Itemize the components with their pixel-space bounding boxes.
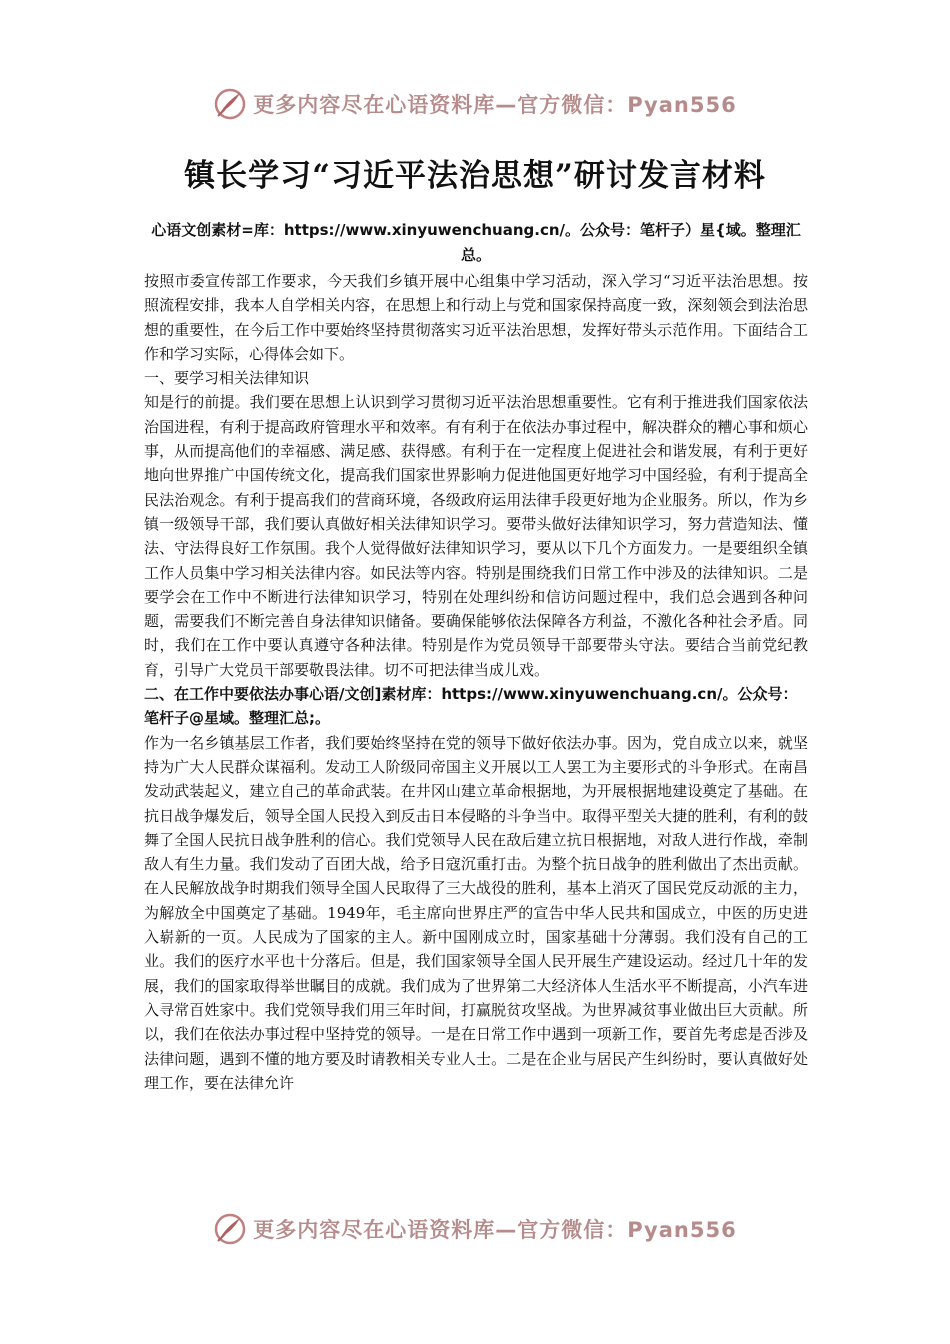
- section2-paragraph: 作为一名乡镇基层工作者，我们要始终坚持在党的领导下做好依法办事。因为，党自成立以来，就坚持为广大人民群众谋福利。发动工人阶级同帝国主义开展以工人罢工为主要形式的斗争形式。在南昌发动武装起义，建立自己的革命武装。在井冈山建立革命根据地，为开展根据地建设奠定了基础。在抗日战争爆发后，领导全国人民投入到反击日本侵略的斗争当中。取得平型关大捷的胜利，有利的鼓舞了全国人民抗日战争胜利的信心。我们党领导人民在敌后建立抗日根据地，对敌人进行作战，牵制敌人有生力量。我们发动了百团大战，给予日寇沉重打击。为整个抗日战争的胜利做出了杰出贡献。在人民解放战争时期我们领导全国人民取得了三大战役的胜利，基本上消灭了国民党反动派的主力，为解放全中国奠定了基础。1949年，毛主席向世界庄严的宣告中华人民共和国成立，中医的历史进入崭新的一页。人民成为了国家的主人。新中国刚成立时，国家基础十分薄弱。我们没有自己的工业。我们的医疗水平也十分落后。但是，我们国家领导全国人民开展生产建设运动。经过几十年的发展，我们的国家取得举世瞩目的成就。我们成为了世界第二大经济体人生活水平不断提高，小汽车进入寻常百姓家中。我们党领导我们用三年时间，打赢脱贫攻坚战。为世界减贫事业做出巨大贡献。所以，我们在依法办事过程中坚持党的领导。一是在日常工作中遇到一项新工作，要首先考虑是否涉及法律问题，遇到不懂的地方要及时请教相关专业人士。二是在企业与居民产生纠纷时，要认真做好处理工作，要在法律允许: [144, 733, 808, 1092]
- banner-text: 更多内容尽在心语资料库—官方微信：Pyan556: [253, 93, 737, 117]
- document-body: [144, 218, 808, 1095]
- intro-paragraph: 按照市委宣传部工作要求，今天我们乡镇开展中心组集中学习活动，深入学习“习近平法治思想。按照流程安排，我本人自学相关内容，在思想上和行动上与党和国家保持高度一致，深刻领会到法治思想的重要性，在今后工作中要始终坚持贯彻落实习近平法治思想，发挥好带头示范作用。下面结合工作和学习实际，心得体会如下。: [144, 272, 808, 363]
- quill-pen-logo-icon: [213, 87, 247, 121]
- source-note: 心语文创素材=库：https://www.xinyuwenchuang.cn/。公众号：笔杆子）星{域。整理汇总。: [151, 221, 801, 264]
- section1-heading: 一、要学习相关法律知识: [144, 369, 310, 388]
- section2-heading: 二、在工作中要依法办事心语/文创]素材库：https://www.xinyuwenchuang.cn/。公众号：笔杆子@星域。整理汇总;。: [144, 685, 798, 728]
- quill-pen-logo-icon: [213, 1212, 247, 1246]
- banner-text: 更多内容尽在心语资料库—官方微信：Pyan556: [253, 1218, 737, 1242]
- header-banner: [0, 84, 950, 124]
- section1-paragraph: 知是行的前提。我们要在思想上认识到学习贯彻习近平法治思想重要性。它有利于推进我们国家依法治国进程，有利于提高政府管理水平和效率。有有利于在依法办事过程中，解决群众的糟心事和烦心事，从而提高他们的幸福感、满足感、获得感。有利于在一定程度上促进社会和谐发展，有利于更好地向世界推广中国传统文化，提高我们国家世界影响力促进他国更好地学习中国经验，有利于提高全民法治观念。有利于提高我们的营商环境，各级政府运用法律手段更好地为企业服务。所以，作为乡镇一级领导干部，我们要认真做好相关法律知识学习。要带头做好法律知识学习，努力营造知法、懂法、守法得良好工作氛围。我个人觉得做好法律知识学习，要从以下几个方面发力。一是要组织全镇工作人员集中学习相关法律内容。如民法等内容。特别是围绕我们日常工作中涉及的法律知识。二是要学会在工作中不断进行法律知识学习，特别在处理纠纷和信访问题过程中，我们总会遇到各种问题，需要我们不断完善自身法律知识储备。要确保能够依法保障各方利益，不激化各种社会矛盾。同时，我们在工作中要认真遵守各种法律。特别是作为党员领导干部要带头守法。要结合当前党纪教育，引导广大党员干部要敬畏法律。切不可把法律当成儿戏。: [144, 393, 808, 679]
- footer-banner: [0, 1209, 950, 1249]
- document-title: 镇长学习“习近平法治思想”研讨发言材料: [184, 158, 766, 194]
